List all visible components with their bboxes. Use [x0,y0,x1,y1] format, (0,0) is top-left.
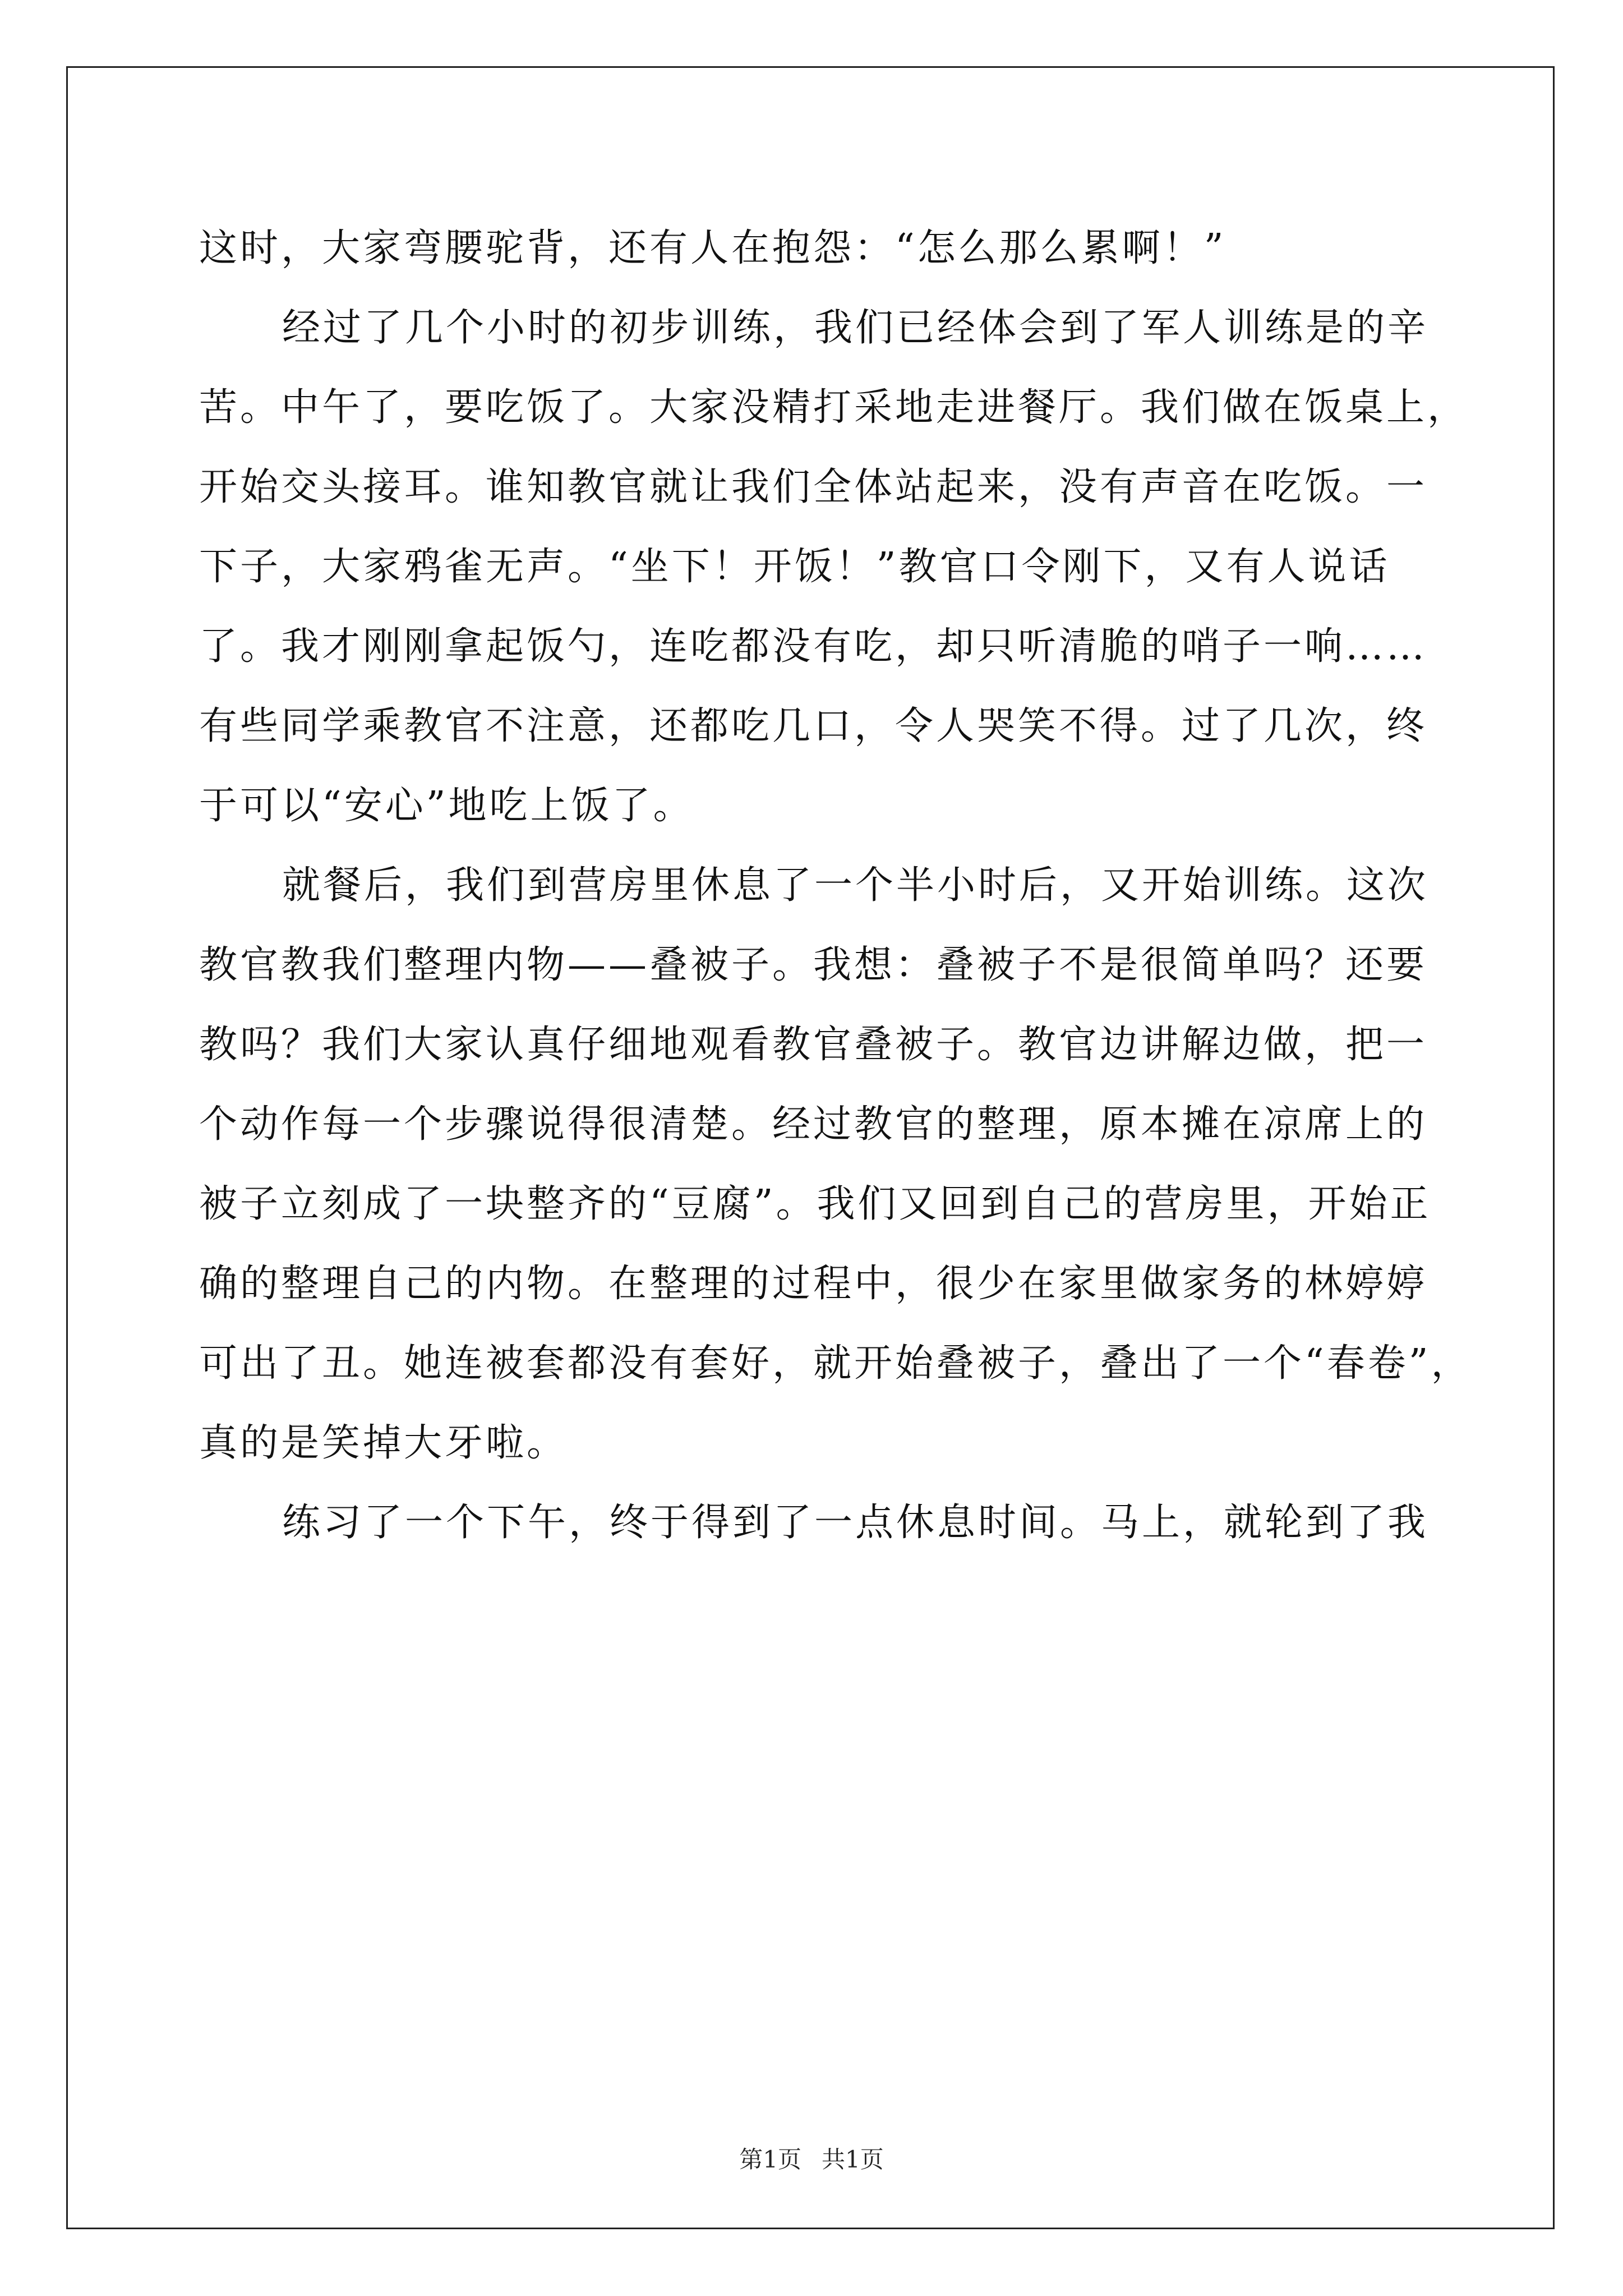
text-line: 个动作每一个步骤说得很清楚。经过教官的整理，原本摊在凉席上的 [199,1102,1428,1147]
page-number: 第1页 [739,2146,801,2173]
text-line: 有些同学乘教官不注意，还都吃几口，令人哭笑不得。过了几次，终 [199,704,1428,748]
text-line: 开始交头接耳。谁知教官就让我们全体站起来，没有声音在吃饭。一 [199,465,1428,509]
text-line: 于可以“安心”地吃上饭了。 [199,784,694,828]
page-footer [0,2143,1623,2177]
text-line: 确的整理自己的内物。在整理的过程中，很少在家里做家务的林婷婷 [199,1262,1428,1306]
page-total: 共1页 [822,2146,884,2173]
text-line: 下子，大家鸦雀无声。“坐下！开饭！”教官口令刚下，又有人说话 [199,545,1390,589]
document-body [199,209,1472,1563]
text-line: 教官教我们整理内物——叠被子。我想：叠被子不是很简单吗？还要 [199,943,1428,987]
text-line: 真的是笑掉大牙啦。 [199,1421,568,1465]
text-line: 可出了丑。她连被套都没有套好，就开始叠被子，叠出了一个“春卷”， [199,1341,1472,1386]
text-line: 被子立刻成了一块整齐的“豆腐”。我们又回到自己的营房里，开始正 [199,1182,1431,1226]
text-line: 经过了几个小时的初步训练，我们已经体会到了军人训练是的辛 [282,306,1429,350]
text-line: 了。我才刚刚拿起饭勺，连吃都没有吃，却只听清脆的哨子一响…… [199,624,1428,669]
text-line: 这时，大家弯腰驼背，还有人在抱怨：“怎么那么累啊！” [199,226,1227,270]
text-line: 教吗？我们大家认真仔细地观看教官叠被子。教官边讲解边做，把一 [199,1023,1428,1067]
text-line: 练习了一个下午，终于得到了一点休息时间。马上，就轮到了我 [282,1501,1429,1545]
text-line: 苦。中午了，要吃饭了。大家没精打采地走进餐厅。我们做在饭桌上， [199,385,1469,430]
text-line: 就餐后，我们到营房里休息了一个半小时后，又开始训练。这次 [282,863,1429,908]
